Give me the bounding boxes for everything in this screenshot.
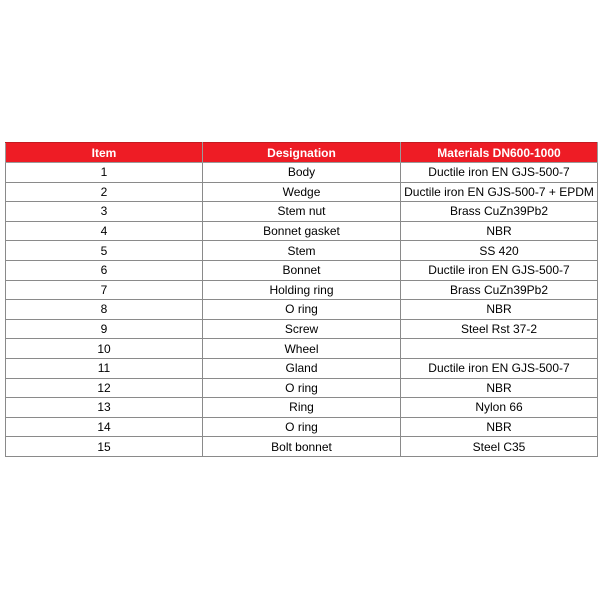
- cell-designation: Wheel: [203, 339, 401, 359]
- table-row: [6, 300, 598, 320]
- cell-designation: Holding ring: [203, 280, 401, 300]
- cell-material: Ductile iron EN GJS-500-7: [401, 358, 598, 378]
- table-row: [6, 202, 598, 222]
- cell-designation: Gland: [203, 358, 401, 378]
- cell-material: Ductile iron EN GJS-500-7 + EPDM: [401, 182, 598, 202]
- cell-designation: Bolt bonnet: [203, 437, 401, 457]
- cell-material: Steel Rst 37-2: [401, 319, 598, 339]
- cell-material: Ductile iron EN GJS-500-7: [401, 163, 598, 183]
- cell-item: 3: [6, 202, 203, 222]
- cell-designation: Body: [203, 163, 401, 183]
- cell-material: SS 420: [401, 241, 598, 261]
- cell-material: Nylon 66: [401, 398, 598, 418]
- header-row: [6, 143, 598, 163]
- cell-material: NBR: [401, 221, 598, 241]
- cell-material: Brass CuZn39Pb2: [401, 202, 598, 222]
- materials-table: [5, 142, 598, 457]
- cell-item: 11: [6, 358, 203, 378]
- cell-item: 7: [6, 280, 203, 300]
- table-row: [6, 339, 598, 359]
- table-row: [6, 221, 598, 241]
- cell-material: Brass CuZn39Pb2: [401, 280, 598, 300]
- cell-designation: Screw: [203, 319, 401, 339]
- cell-item: 10: [6, 339, 203, 359]
- cell-item: 2: [6, 182, 203, 202]
- cell-item: 6: [6, 260, 203, 280]
- cell-item: 1: [6, 163, 203, 183]
- cell-designation: O ring: [203, 378, 401, 398]
- table-body: [6, 163, 598, 457]
- header-item: Item: [6, 143, 203, 163]
- cell-designation: Ring: [203, 398, 401, 418]
- cell-designation: O ring: [203, 300, 401, 320]
- table-row: [6, 163, 598, 183]
- cell-designation: Stem nut: [203, 202, 401, 222]
- table-row: [6, 182, 598, 202]
- table-row: [6, 358, 598, 378]
- table-row: [6, 241, 598, 261]
- cell-designation: O ring: [203, 417, 401, 437]
- cell-material: Ductile iron EN GJS-500-7: [401, 260, 598, 280]
- cell-material: NBR: [401, 378, 598, 398]
- table-row: [6, 417, 598, 437]
- table-row: [6, 437, 598, 457]
- cell-item: 14: [6, 417, 203, 437]
- cell-designation: Stem: [203, 241, 401, 261]
- cell-item: 5: [6, 241, 203, 261]
- cell-item: 13: [6, 398, 203, 418]
- cell-item: 8: [6, 300, 203, 320]
- cell-item: 15: [6, 437, 203, 457]
- cell-material: NBR: [401, 417, 598, 437]
- header-designation: Designation: [203, 143, 401, 163]
- cell-designation: Bonnet: [203, 260, 401, 280]
- cell-designation: Bonnet gasket: [203, 221, 401, 241]
- table-row: [6, 280, 598, 300]
- cell-material: NBR: [401, 300, 598, 320]
- table-row: [6, 260, 598, 280]
- table-row: [6, 378, 598, 398]
- cell-material: [401, 339, 598, 359]
- table-header: [6, 143, 598, 163]
- header-materials: Materials DN600-1000: [401, 143, 598, 163]
- cell-item: 12: [6, 378, 203, 398]
- cell-designation: Wedge: [203, 182, 401, 202]
- materials-table-container: [5, 142, 597, 457]
- table-row: [6, 398, 598, 418]
- cell-item: 9: [6, 319, 203, 339]
- table-row: [6, 319, 598, 339]
- cell-material: Steel C35: [401, 437, 598, 457]
- cell-item: 4: [6, 221, 203, 241]
